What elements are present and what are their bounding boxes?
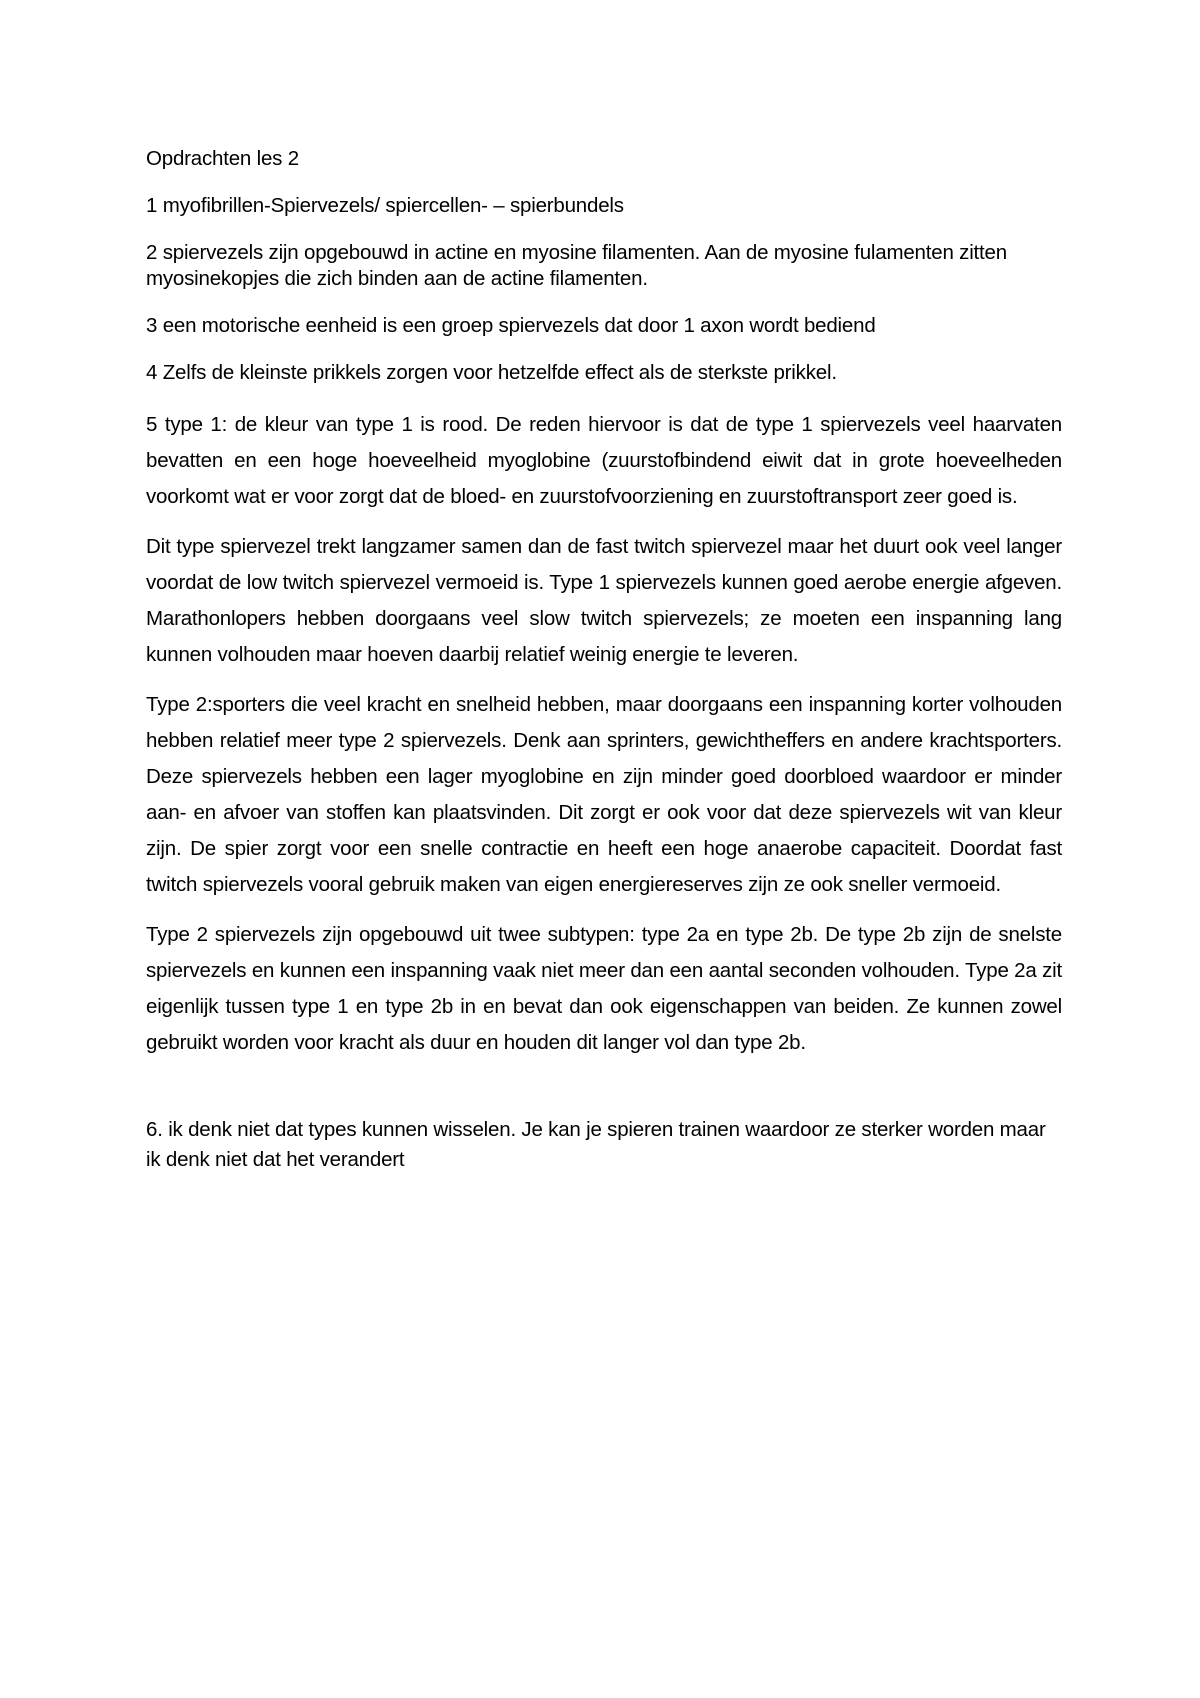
answer-3: 3 een motorische eenheid is een groep spiervezels dat door 1 axon wordt bediend — [146, 314, 876, 337]
answer-5-type-2: Type 2:sporters die veel kracht en snelheid hebben, maar doorgaans een inspanning korter volhouden hebben relatief meer type 2 spiervezels. Denk aan sprinters, gewichtheffers en andere krachtsporters. Deze spiervezels hebben een lager myoglobine en zijn minder goed doorbloed waardoor er minder aan- en afvoer van stoffen kan plaatsvinden. Dit zorgt er ook voor dat deze spiervezels wit van kleur zijn. De spier zorgt voor een snelle contractie en heeft een hoge anaerobe capaciteit. Doordat fast twitch spiervezels vooral gebruik maken van eigen energiereserves zijn ze ook sneller vermoeid. — [146, 693, 1062, 896]
blank-line — [146, 1075, 1062, 1115]
answer-5-slow-twitch: Dit type spiervezel trekt langzamer samen dan de fast twitch spiervezel maar het duurt ook veel langer voordat de low twitch spiervezel vermoeid is. Type 1 spiervezels kunnen goed aerobe energie afgeven. Marathonlopers hebben doorgaans veel slow twitch spiervezels; ze moeten een inspanning lang kunnen volhouden maar hoeven daarbij relatief weinig energie te leveren. — [146, 535, 1062, 666]
answer-4: 4 Zelfs de kleinste prikkels zorgen voor hetzelfde effect als de sterkste prikkel. — [146, 361, 837, 384]
answer-5-subtypes: Type 2 spiervezels zijn opgebouwd uit twee subtypen: type 2a en type 2b. De type 2b zijn de snelste spiervezels en kunnen een inspanning vaak niet meer dan een aantal seconden volhouden. Type 2a zit eigenlijk tussen type 1 en type 2b in en bevat dan ook eigenschappen van beiden. Ze kunnen zowel gebruikt worden voor kracht als duur en houden dit langer vol dan type 2b. — [146, 923, 1062, 1054]
answer-2: 2 spiervezels zijn opgebouwd in actine en myosine filamenten. Aan de myosine fulamenten zitten myosinekopjes die zich binden aan de actine filamenten. — [146, 241, 1007, 290]
answer-5-type-1: 5 type 1: de kleur van type 1 is rood. De reden hiervoor is dat de type 1 spiervezels veel haarvaten bevatten en een hoge hoeveelheid myoglobine (zuurstofbindend eiwit dat in grote hoeveelheden voorkomt wat er voor zorgt dat de bloed- en zuurstofvoorziening en zuurstoftransport zeer goed is. — [146, 413, 1062, 508]
answer-1: 1 myofibrillen-Spiervezels/ spiercellen- – spierbundels — [146, 194, 624, 217]
answer-6: 6. ik denk niet dat types kunnen wisselen. Je kan je spieren trainen waardoor ze sterker worden maar ik denk niet dat het verandert — [146, 1118, 1046, 1171]
document-title: Opdrachten les 2 — [146, 147, 299, 170]
